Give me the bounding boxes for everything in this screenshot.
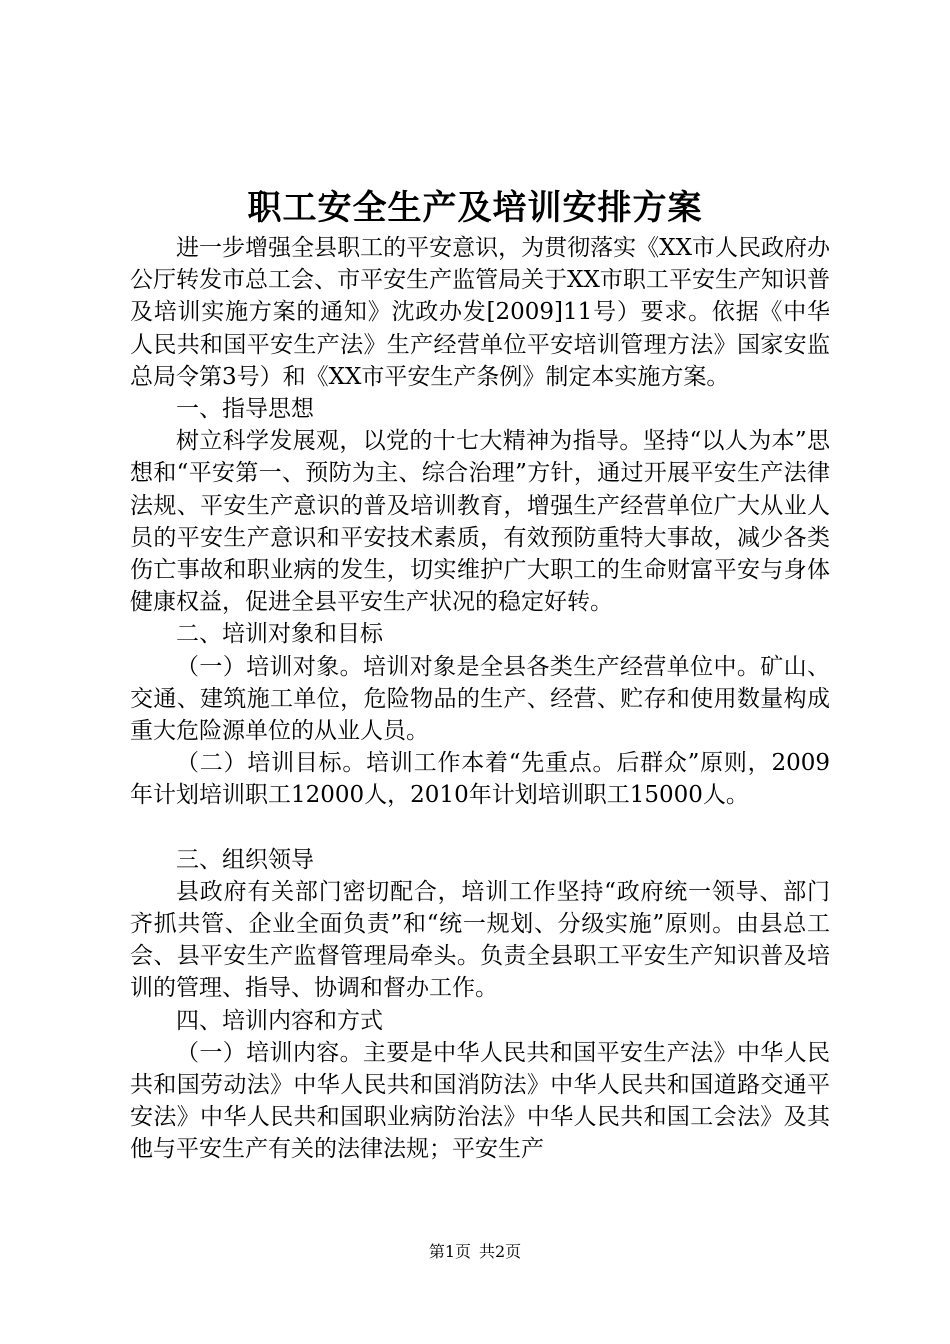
section-heading-guiding-thought: 一、指导思想 [176, 396, 314, 423]
document-body [130, 232, 830, 1166]
guiding-thought-paragraph: 树立科学发展观，以党的十七大精神为指导。坚持“以人为本”思想和“平安第一、预防为主、综合治理”方针，通过开展平安生产法律法规、平安生产意识的普及培训教育，增强生产经营单位广大从业人员的平安生产意识和平安技术素质，有效预防重特大事故，减少各类伤亡事故和职业病的发生，切实维护广大职工的生命财富平安与身体健康权益，促进全县平安生产状况的稳定好转。 [130, 428, 830, 616]
organization-paragraph: 县政府有关部门密切配合，培训工作坚持“政府统一领导、部门齐抓共管、企业全面负责”和“统一规划、分级实施”原则。由县总工会、县平安生产监督管理局牵头。负责全县职工平安生产知识普及培训的管理、指导、协调和督办工作。 [130, 878, 830, 1002]
page-number-current: 第1页 [428, 1242, 471, 1261]
intro-paragraph: 进一步增强全县职工的平安意识，为贯彻落实《XX市人民政府办公厅转发市总工会、市平安生产监管局关于XX市职工平安生产知识普及培训实施方案的通知》沈政办发[2009]11号）要求。依据《中华人民共和国平安生产法》生产经营单位平安培训管理方法》国家安监总局令第3号）和《XX市平安生产条例》制定本实施方案。 [130, 235, 830, 390]
training-goal-paragraph: （二）培训目标。培训工作本着“先重点。后群众”原则，2009年计划培训职工12000人，2010年计划培训职工15000人。 [130, 750, 830, 809]
page-footer [0, 1241, 950, 1263]
training-content-paragraph: （一）培训内容。主要是中华人民共和国平安生产法》中华人民共和国劳动法》中华人民共和国消防法》中华人民共和国道路交通平安法》中华人民共和国职业病防治法》中华人民共和国工会法》及其他与平安生产有关的法律法规；平安生产 [130, 1039, 830, 1163]
page-number-total: 共2页 [479, 1242, 522, 1261]
section-heading-training-content: 四、培训内容和方式 [176, 1007, 383, 1034]
document-title: 职工安全生产及培训安排方案 [247, 188, 703, 228]
section-heading-training-targets: 二、培训对象和目标 [176, 621, 383, 648]
training-object-paragraph: （一）培训对象。培训对象是全县各类生产经营单位中。矿山、交通、建筑施工单位，危险物品的生产、经营、贮存和使用数量构成重大危险源单位的从业人员。 [130, 653, 830, 745]
section-heading-organization: 三、组织领导 [176, 846, 314, 873]
paragraph-gap [130, 812, 830, 844]
